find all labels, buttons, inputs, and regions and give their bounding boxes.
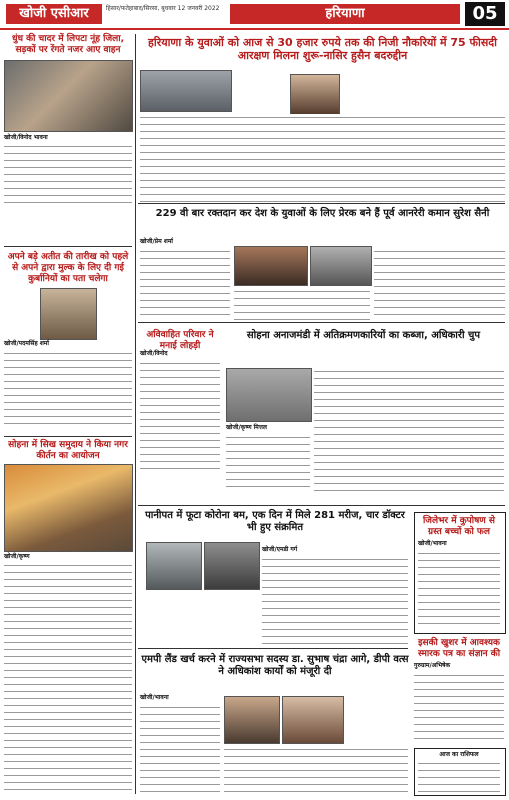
blood-body	[140, 248, 230, 318]
mp-body-2	[224, 746, 408, 794]
side2-byline: गुरुग्राम/अभिषेक	[414, 662, 451, 669]
market-body-1	[226, 434, 310, 492]
mp-photo-1	[224, 696, 280, 744]
mp-byline: खोजी/भावना	[140, 694, 169, 701]
blood-caption	[234, 288, 370, 320]
lead-portrait	[290, 74, 340, 116]
left1-byline: खोजी/विनोद भावना	[4, 134, 48, 141]
side2-headline: इसकी खुशर में आवश्यक स्मारक पत्र का संज्ञान की	[417, 638, 501, 659]
divider	[138, 648, 408, 649]
side1-byline: खोजी/भावना	[418, 540, 447, 547]
blood-headline: 229 वी बार रक्तदान कर देश के युवाओं के लिए प्रेरक बने हैं पूर्व आनरेरी कमान सुरेश सैनी	[155, 208, 490, 219]
divider	[138, 505, 505, 506]
side1-body	[418, 550, 500, 628]
edition-line: हिसार/फतेहाबाद/सिरसा, बुधवार 12 जनवरी 2022	[106, 5, 220, 12]
left2-photo	[40, 288, 97, 340]
side2-body	[414, 672, 504, 744]
divider	[138, 203, 505, 204]
market-photo	[226, 368, 312, 422]
rashifal-caption: आज का राशिफल	[439, 751, 479, 758]
blood-photo-1	[234, 246, 308, 286]
mp-body-1	[140, 704, 220, 794]
market-body-2	[314, 368, 504, 492]
covid-byline: खोजी/एमडी गर्ग	[262, 546, 298, 553]
left3-byline: खोजी/कृष्ण	[4, 553, 30, 560]
brand-logo: खोजी एसीआर	[6, 4, 102, 24]
left3-headline: सोहना में सिख समुदाय ने किया नगर कीर्तन का आयोजन	[8, 440, 128, 461]
covid-photo-1	[146, 542, 202, 590]
lead-photo-left	[140, 70, 232, 112]
blood-byline: खोजी/प्रेम शर्मा	[140, 238, 173, 245]
lead-headline: हरियाणा के युवाओं को आज से 30 हजार रुपये तक की निजी नौकरियों में 75 फीसदी आरक्षण मिलना शुरू-नासिर हुसैन बदरुद्दीन	[148, 36, 497, 62]
small1-byline: खोजी/विनोद	[140, 350, 168, 357]
masthead	[0, 0, 509, 30]
left2-byline: खोजी/पदमसिंह शर्मा	[4, 340, 49, 347]
covid-body	[262, 556, 408, 644]
blood-body-2	[374, 248, 505, 320]
divider	[138, 322, 505, 323]
left3-body	[4, 562, 132, 794]
market-byline: खोजी/कृष्ण मित्तल	[226, 424, 267, 431]
section-banner: हरियाणा	[230, 4, 460, 24]
divider	[4, 436, 132, 437]
mp-photo-2	[282, 696, 344, 744]
small1-headline: अविवाहित परिवार ने मनाई लोहड़ी	[146, 330, 214, 351]
left1-photo	[4, 60, 133, 132]
blood-photo-2	[310, 246, 372, 286]
rashifal-body	[418, 760, 500, 792]
left3-photo	[4, 464, 133, 552]
covid-headline: पानीपत में फूटा कोरोना बम, एक दिन में मिले 281 मरीज, चार डॉक्टर भी हुए संक्रमित	[145, 510, 405, 533]
left1-headline: धुंध की चादर में लिपटा नूंह जिला, सड़कों पर रेंगते नजर आए वाहन	[11, 34, 125, 55]
covid-photo-2	[204, 542, 260, 590]
small1-body	[140, 360, 220, 470]
left2-body	[4, 350, 132, 430]
column-rule	[135, 34, 136, 794]
left1-body	[4, 143, 132, 203]
market-headline: सोहना अनाजमंडी में अतिक्रमणकारियों का कब्जा, अधिकारी चुप	[246, 330, 481, 341]
mp-headline: एमपी लैंड खर्च करने में राज्यसभा सदस्य डा. सुभाष चंद्रा आगे, डीपी वत्स ने अधिकांश कार्यों को मंजूरी दी	[141, 654, 409, 677]
side1-headline: जिलेभर में कुपोषण से ग्रस्त बच्चों को फल	[422, 516, 496, 537]
left2-headline: अपने बड़े अतीत की तारीख को पहले से अपने द्वारा मुल्क के लिए दी गई कुर्बानियों का पता चलेगा	[7, 252, 129, 284]
lead-body	[140, 114, 505, 202]
divider	[4, 246, 132, 247]
page-number: 05	[465, 2, 505, 26]
